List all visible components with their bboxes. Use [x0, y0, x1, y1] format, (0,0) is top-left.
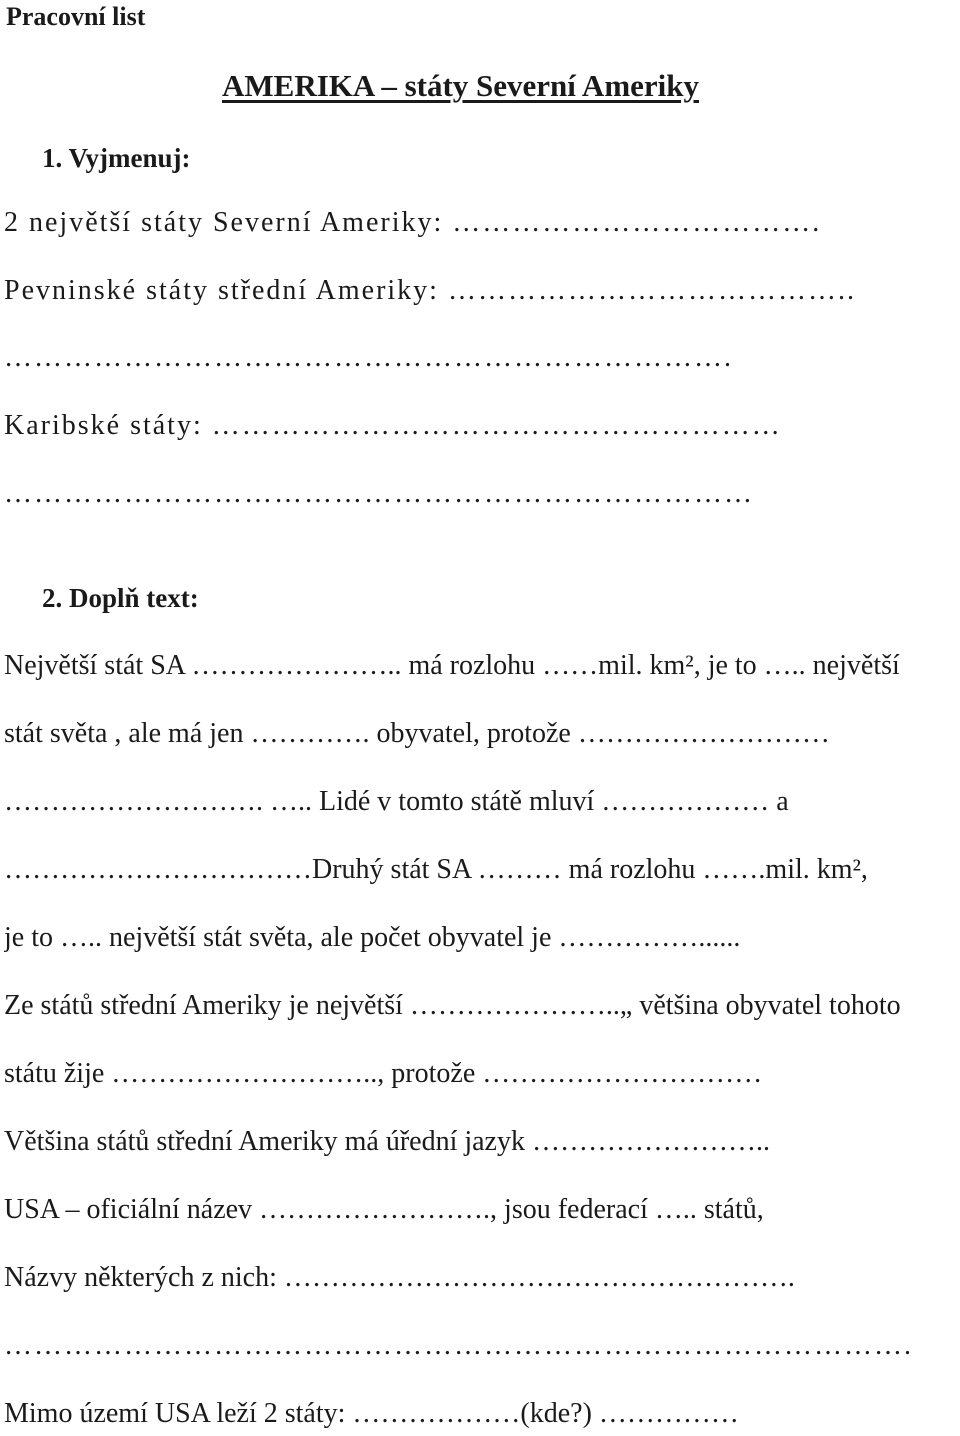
text-line: ……………………………Druhý stát SA ……… má rozlohu …….mil. km², — [4, 854, 868, 885]
worksheet-title: Pracovní list — [6, 2, 146, 31]
line-caribbean-continuation: ………………………………………………………………… — [4, 478, 754, 509]
text-line: ………………………. ….. Lidé v tomto státě mluví ……………… a — [4, 786, 789, 817]
worksheet-heading: AMERIKA – státy Severní Ameriky — [222, 68, 700, 103]
line-largest-states: 2 největší státy Severní Ameriky: ………………………………. — [4, 207, 822, 238]
text-line: Mimo území USA leží 2 státy: ………………(kde?) …………… — [4, 1398, 739, 1429]
text-line: je to ….. největší stát světa, ale počet obyvatel je ……………...... — [4, 922, 741, 953]
text-line: ………………………………………………………………………………. — [4, 1330, 913, 1361]
text-line: Největší stát SA ………………….. má rozlohu ……mil. km², je to ….. největší — [4, 650, 900, 681]
text-line: Názvy některých z nich: ………………………………………………. — [4, 1262, 795, 1293]
section-1-heading: 1. Vyjmenuj: — [42, 143, 191, 173]
text-line: státu žije ……………………….., protože ………………………… — [4, 1058, 763, 1089]
line-mainland-continuation: ………………………………………………………………. — [4, 342, 733, 373]
line-caribbean-states: Karibské státy: ………………………………………………… — [4, 410, 782, 441]
section-2-heading: 2. Doplň text: — [42, 583, 199, 613]
text-line: USA – oficiální název ……………………., jsou federací ….. států, — [4, 1194, 764, 1225]
text-line: Ze států střední Ameriky je největší …………………..„ většina obyvatel tohoto — [4, 990, 901, 1021]
line-mainland-central-america: Pevninské státy střední Ameriky: ………………………………….. — [4, 275, 856, 306]
text-line: Většina států střední Ameriky má úřední jazyk …………………….. — [4, 1126, 770, 1157]
text-line: stát světa , ale má jen …………. obyvatel, protože ……………………… — [4, 718, 830, 749]
